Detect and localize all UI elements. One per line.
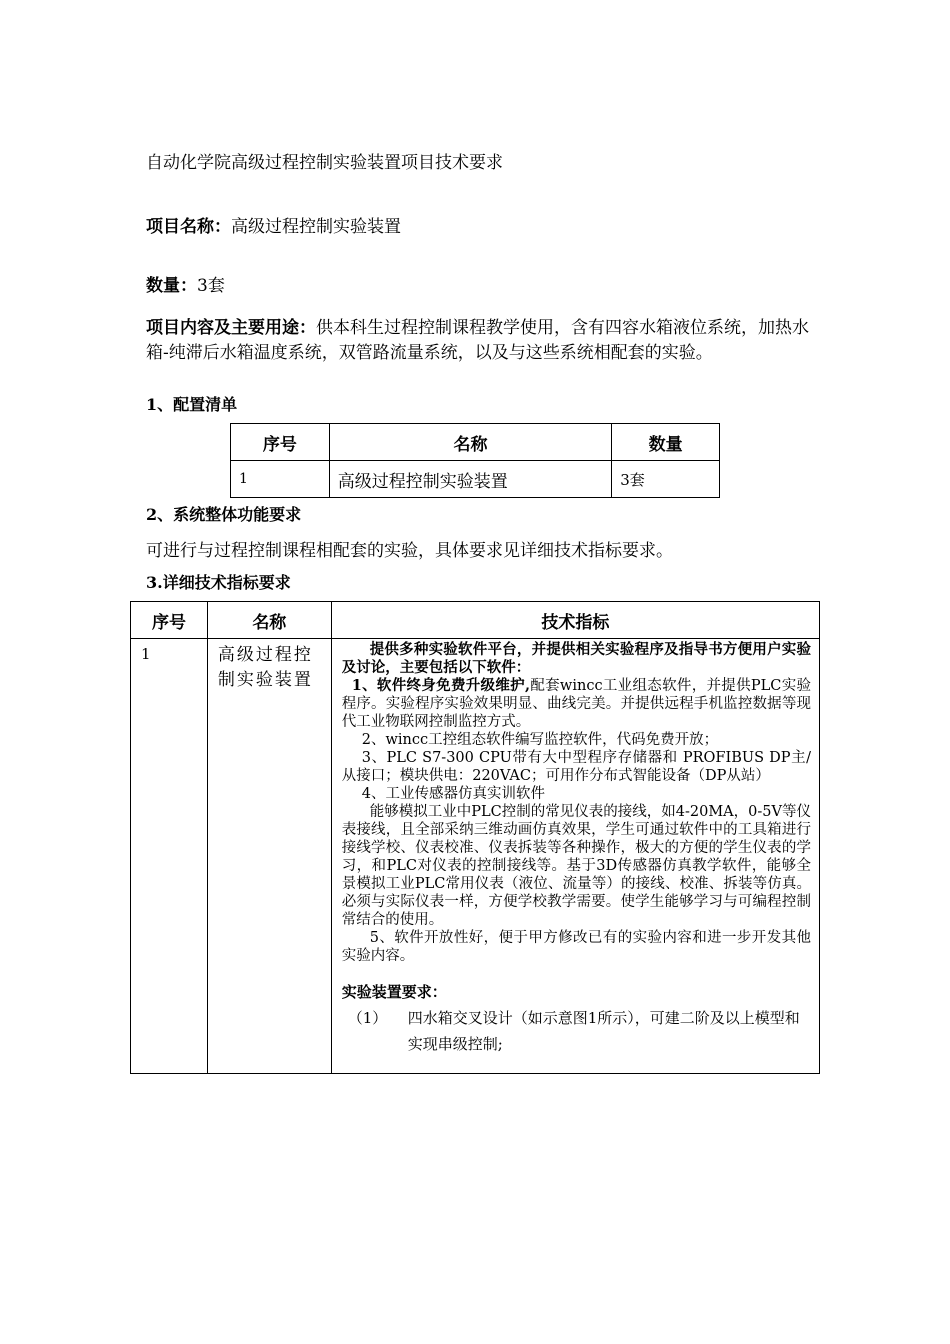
quantity-line — [146, 271, 225, 296]
spacer — [342, 965, 811, 983]
col-header-qty: 数量 — [612, 424, 720, 461]
quantity-label: 数量： — [146, 276, 197, 296]
device-req-item-1 — [342, 1005, 811, 1057]
section2-heading: 2、系统整体功能要求 — [146, 505, 302, 524]
spec-item-2: 2、wincc工控组态软件编写监控软件，代码免费开放； — [361, 732, 719, 748]
tech-spec-table — [130, 601, 820, 1074]
cell-name: 高级过程控制实验装置 — [207, 639, 331, 1074]
col-header-name: 名称 — [207, 602, 331, 639]
spec-item-1-bold: 1、软件终身免费升级维护, — [351, 677, 531, 694]
purpose-text: 供本科生过程控制课程教学使用，含有四容水箱液位系统，加热水箱-纯滞后水箱温度系统，双管路流量系统，以及与这些系统相配套的实验。 — [146, 318, 809, 363]
device-req-label: 实验装置要求： — [341, 983, 447, 1001]
spec-intro: 提供多种实验软件平台，并提供相关实验程序及指导书方便用户实验及讨论，主要包括以下软件： — [341, 641, 811, 676]
cell-no: 1 — [231, 461, 330, 498]
config-table-header — [231, 424, 720, 461]
section2-text: 可进行与过程控制课程相配套的实验，具体要求见详细技术指标要求。 — [146, 541, 673, 561]
spec-item-4-desc: 能够模拟工业中PLC控制的常见仪表的接线，如4-20MA，0-5V等仪表接线，且全部采纳三维动画仿真效果，学生可通过软件中的工具箱进行接线学校、仪表校准、仪表拆装等各种操作，极大的方便的学生仪表的学习，和PLC对仪表的控制接线等。基于3D传感器仿真教学软件，能够全景模拟工业PLC常用仪表（液位、流量等）的接线、校准、拆装等仿真。必须与实际仪表一样，方便学校教学需要。使学生能够学习与可编程控制常结合的使用。 — [341, 804, 811, 928]
table-row — [131, 639, 820, 1074]
spec-table-header — [131, 602, 820, 639]
col-header-no: 序号 — [131, 602, 208, 639]
spec-item-1-text: 配套wincc工业组态软件，并提供PLC实验程序。实验程序实验效果明显、曲线完美。并提供远程手机监控数据等现代工业物联网控制监控方式。 — [341, 678, 811, 730]
cell-no: 1 — [131, 639, 208, 1074]
cell-name: 高级过程控制实验装置 — [329, 461, 611, 498]
quantity-value: 3套 — [197, 276, 225, 296]
req-number: （1） — [347, 1009, 388, 1027]
spec-item-3: 3、PLC S7-300 CPU带有大中型程序存储器和 PROFIBUS DP主/从接口；模块供电：220VAC；可用作分布式智能设备（DP从站） — [341, 750, 811, 784]
col-header-spec: 技术指标 — [331, 602, 819, 639]
project-name-value: 高级过程控制实验装置 — [231, 217, 401, 237]
section1-heading: 1、配置清单 — [146, 395, 238, 414]
table-row — [231, 461, 720, 498]
col-header-no: 序号 — [231, 424, 330, 461]
purpose-label: 项目内容及主要用途： — [146, 318, 316, 338]
project-name-label: 项目名称： — [146, 217, 231, 237]
config-list-table — [230, 423, 720, 498]
cell-qty: 3套 — [612, 461, 720, 498]
document-title: 自动化学院高级过程控制实验装置项目技术要求 — [146, 153, 503, 173]
spec-item-4: 4、工业传感器仿真实训软件 — [361, 786, 545, 802]
spec-item-5: 5、软件开放性好，便于甲方修改已有的实验内容和进一步开发其他实验内容。 — [341, 930, 811, 964]
section3-heading: 3.详细技术指标要求 — [146, 573, 291, 592]
purpose-paragraph — [146, 316, 816, 366]
col-header-name: 名称 — [329, 424, 611, 461]
project-name-line — [146, 212, 401, 237]
spec-item-1 — [342, 677, 811, 731]
req-text: 四水箱交叉设计（如示意图1所示），可建二阶及以上模型和实现串级控制; — [407, 1009, 800, 1053]
cell-spec — [331, 639, 819, 1074]
